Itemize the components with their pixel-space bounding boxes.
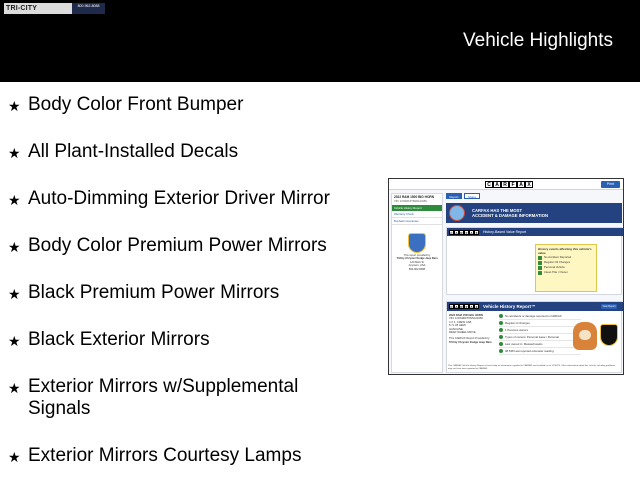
dealer-line: This report provided by [403,254,431,257]
report-info-line: 4 X 4, CREW CAB [449,320,472,324]
carfax-main [446,193,622,373]
view-report-button[interactable]: View Report [602,305,616,308]
oil-icon [499,321,503,325]
value-report-header [447,228,623,236]
value-report-box [446,227,622,295]
report-info-line: VIN: 1C6SRFFT6NN123456 [449,317,483,321]
carfax-logo-letter: X [525,181,533,188]
dealer-line: 800-962-8088 [408,267,426,271]
feature-item [8,235,378,259]
banner-line: ACCIDENT & DAMAGE INFORMATION [472,213,548,218]
check-icon [538,266,542,270]
carfax-sidebar [391,193,443,373]
feature-item [8,141,378,165]
carfax-logo-letter: F [465,230,468,235]
carfax-mini-logo [449,304,479,309]
carfax-logo-letter: C [450,230,453,235]
carfax-mini-logo [449,230,479,235]
tab-share[interactable]: Share [464,193,480,199]
report-header [447,302,623,311]
feature-text: Exterior Mirrors Courtesy Lamps [28,445,302,466]
star-bullet-icon: ★ [8,239,21,255]
dealer-info [392,253,442,272]
dealer-line: Anytown, USA [408,264,426,268]
dealer-line: TriCity Chrysler Dodge Jeep Ram [396,257,438,261]
history-event [538,270,594,275]
carfax-logo-letter: R [460,230,463,235]
feature-item [8,188,378,212]
carfax-logo-letter: R [460,305,463,309]
feature-text: All Plant-Installed Decals [28,141,239,162]
feature-item [8,376,378,420]
banner-line: CARFAX HAS THE MOST [472,208,523,213]
report-item [499,313,581,320]
sidebar-item-warranty[interactable]: Warranty Check [392,211,442,218]
vehicle-title: 2022 RAM 1500 BIG HORN [394,195,435,199]
value-shield-icon [600,324,618,346]
feature-item [8,329,378,353]
feature-text: Black Exterior Mirrors [28,329,210,350]
header-bar [0,0,640,82]
vehicle-history-report [446,301,622,373]
carfax-banner [446,203,622,223]
carfax-logo-letter: C [450,305,453,309]
banner-text [472,208,548,218]
value-report-title: History-Based Value Report [483,230,527,234]
check-icon [538,261,542,265]
report-info-line: TriCity Chrysler Dodge Jeep Ram [449,340,492,344]
star-bullet-icon: ★ [8,286,21,302]
carfax-logo-letter: A [455,305,458,309]
feature-item [8,94,378,118]
report-item [499,320,581,327]
report-item-text: Last owned in: Massachusetts [505,342,543,346]
carfax-logo-letter: C [485,181,493,188]
report-item [499,341,581,348]
carfax-logo-letter: A [517,181,525,188]
history-events-list [535,244,597,292]
print-button[interactable]: Print [601,181,620,188]
star-bullet-icon: ★ [8,145,21,161]
vehicle-vin: VIN: 1C6SRFFT6NN123456 [394,200,427,203]
report-item [499,327,581,334]
report-info-line: This CARFAX Report Provided by: [449,337,491,341]
carfax-logo-letter: A [470,305,473,309]
sidebar-item-buyback[interactable]: Buyback Guarantee [392,218,442,225]
star-bullet-icon: ★ [8,380,21,396]
carfax-logo-letter: F [465,305,468,309]
report-footnote: This CARFAX Vehicle History Report is based only on information supplied to CARFAX and available as of 11/10/23. Other information about this vehicle, including problems, may not have been reported to CARFAX. [448,365,616,371]
check-icon [499,314,503,318]
star-bullet-icon: ★ [8,333,21,349]
feature-text: Auto-Dimming Exterior Driver Mirror [28,188,330,209]
feature-text: Body Color Front Bumper [28,94,244,115]
carfax-logo [485,181,533,188]
odometer-icon [499,349,503,353]
carfax-logo-letter: R [501,181,509,188]
report-item [499,334,581,341]
report-item-text: 1 Previous owners [505,328,529,332]
report-title: Vehicle History Report™ [483,304,536,309]
history-event-text: Personal Vehicle [544,265,565,269]
carfax-logo-letter: X [475,305,478,309]
feature-text: Exterior Mirrors w/Supplemental Signals [28,376,299,419]
star-bullet-icon: ★ [8,449,21,465]
history-event-text: No Accident Reported [544,255,572,259]
feature-text: Black Premium Power Mirrors [28,282,280,303]
feature-item [8,445,378,469]
owner-icon [499,328,503,332]
carfax-logo-letter: A [493,181,501,188]
report-item [499,348,581,355]
report-info-line: REAR WHEEL DRIVE [449,331,476,335]
location-icon [499,342,503,346]
sidebar-item-history-report[interactable]: Vehicle History Report [392,205,442,211]
dealer-line: 123 Main St [410,260,424,264]
carfax-logo-letter: X [475,230,478,235]
logo-phone-area: 800-962-8088 [72,3,105,14]
carfax-topbar [389,179,624,190]
tab-report[interactable]: Report [446,193,462,199]
shield-badge-icon [408,233,426,253]
owner-type-icon [499,335,503,339]
carfax-report-image[interactable] [388,178,624,375]
report-item-text: Types of owners: Personal lease / Personal [505,335,559,339]
fox-face [579,330,591,340]
logo-brand-text: TRI-CITY [6,5,38,12]
check-icon [538,256,542,260]
carfax-logo-letter: A [470,230,473,235]
report-items [499,313,581,355]
logo-brand-area [4,3,72,14]
car-icon [449,205,465,221]
report-vehicle-info [449,314,497,344]
feature-item [8,282,378,306]
check-icon [538,271,542,275]
page-title: Vehicle Highlights [463,30,613,51]
report-item-text: Regular oil changes [505,321,530,325]
history-event-text: Clean Title / Owner [544,270,568,274]
report-item-text: No accidents or damage reported to CARFAX [505,314,562,318]
history-events-heading: History events affecting this vehicle's value [538,247,592,255]
carfax-logo-letter: F [509,181,517,188]
report-info-line: 2022 RAM 1500 BIG HORN [449,314,483,317]
history-event-text: Regular Oil Changes [544,260,570,264]
carfax-tabs [446,193,622,201]
report-item-text: 38,538 Last reported odometer reading [505,349,554,353]
star-bullet-icon: ★ [8,192,21,208]
report-info-line: GASOLINE [449,327,463,331]
carfax-fox-mascot-icon [573,322,597,350]
report-info-line: 5.7L V8 HEMI [449,324,466,328]
dealer-logo[interactable] [4,3,105,14]
carfax-logo-letter: A [455,230,458,235]
star-bullet-icon: ★ [8,98,21,114]
feature-text: Body Color Premium Power Mirrors [28,235,327,256]
